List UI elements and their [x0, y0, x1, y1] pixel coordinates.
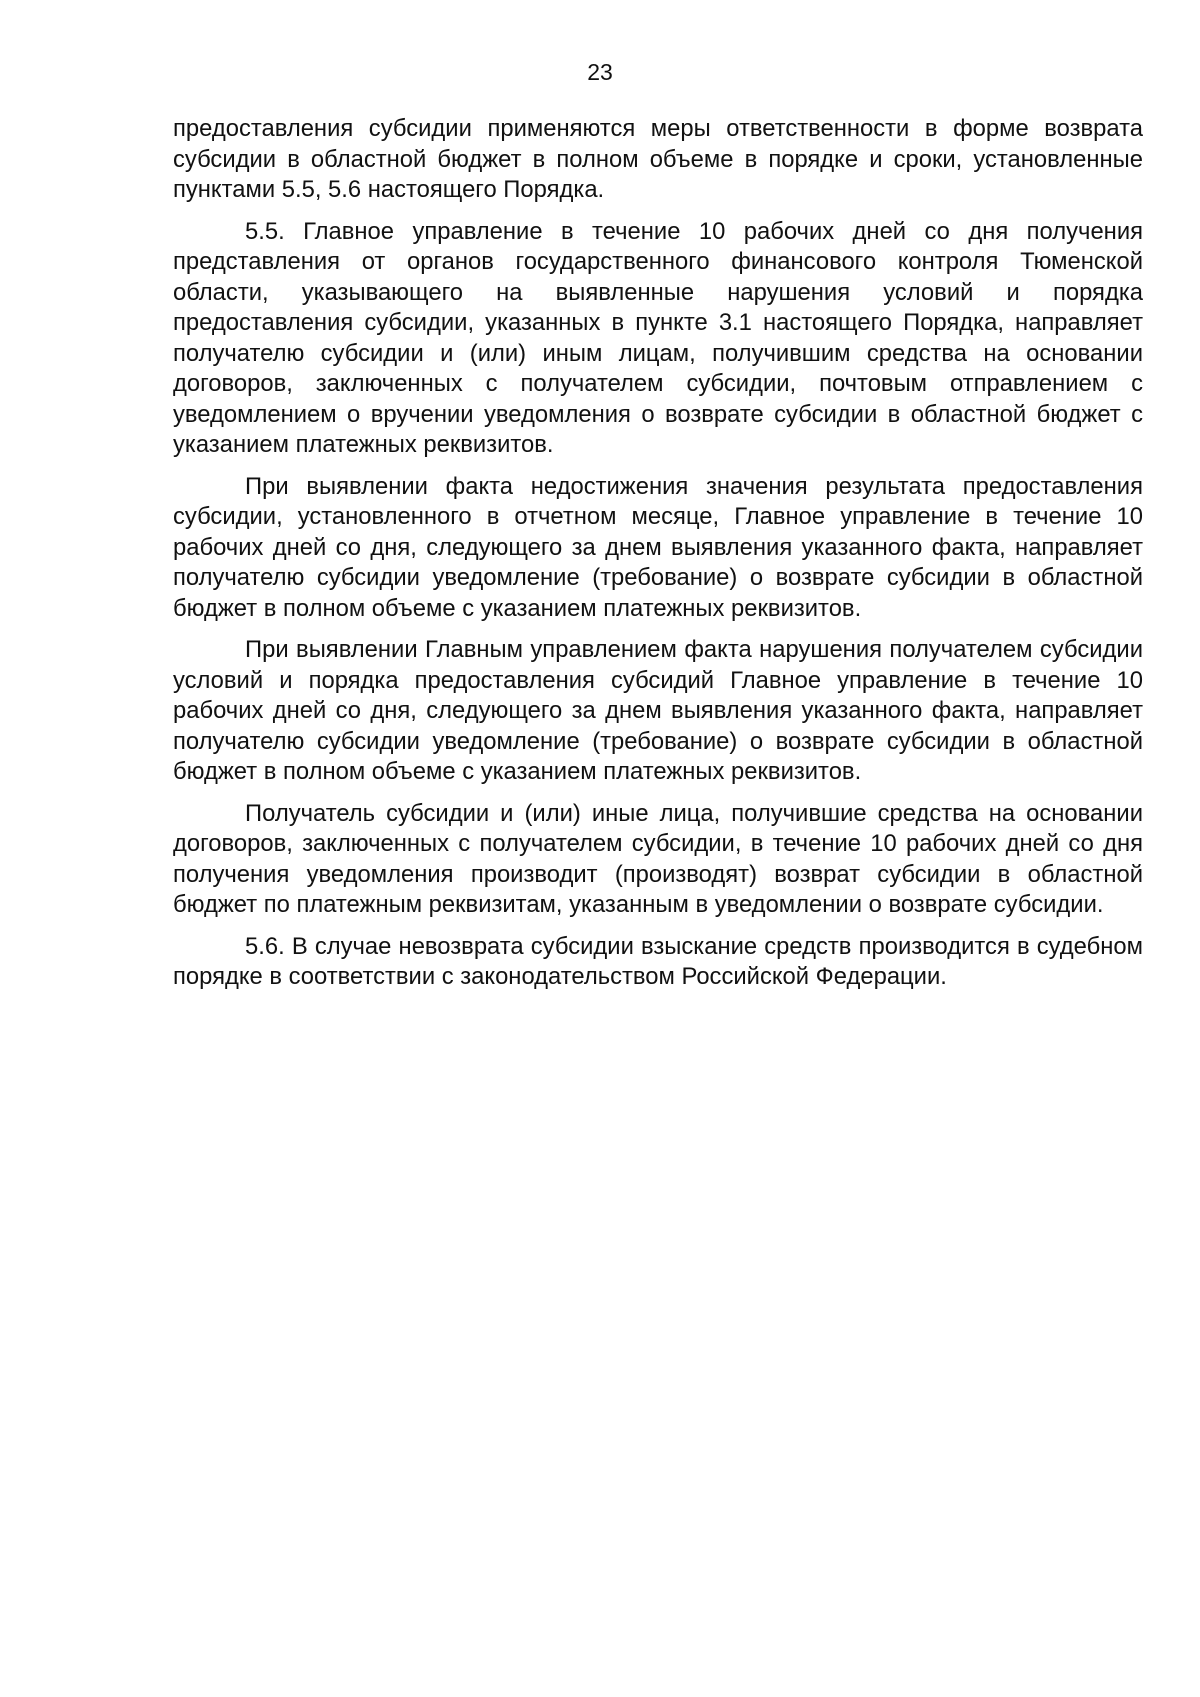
paragraph-clause-5-5: 5.5. Главное управление в течение 10 рабочих дней со дня получения представления от органов государственного финансового контроля Тюменской области, указывающего на выявленные нарушения условий и порядка предоставления субсидии, указанных в пункте 3.1 настоящего Порядка, направляет получателю субсидии и (или) иным лицам, получившим средства на основании договоров, заключенных с получателем субсидии, почтовым отправлением с уведомлением о вручении уведомления о возврате субсидии в областной бюджет с указанием платежных реквизитов. — [173, 217, 1143, 458]
paragraph-recipient-refund: Получатель субсидии и (или) иные лица, получившие средства на основании договоров, заключенных с получателем субсидии, в течение 10 рабочих дней со дня получения уведомления производит (производят) возврат субсидии в областной бюджет по платежным реквизитам, указанным в уведомлении о возврате субсидии. — [173, 799, 1143, 918]
paragraph-result-not-achieved: При выявлении факта недостижения значения результата предоставления субсидии, установленного в отчетном месяце, Главное управление в течение 10 рабочих дней со дня, следующего за днем выявления указанного факта, направляет получателю субсидии уведомление (требование) о возврате субсидии в областной бюджет в полном объеме с указанием платежных реквизитов. — [173, 472, 1143, 622]
document-body — [173, 114, 1143, 1004]
paragraph-violation-detected: При выявлении Главным управлением факта нарушения получателем субсидии условий и порядка предоставления субсидий Главное управление в течение 10 рабочих дней со дня, следующего за днем выявления указанного факта, направляет получателю субсидии уведомление (требование) о возврате субсидии в областной бюджет в полном объеме с указанием платежных реквизитов. — [173, 636, 1143, 785]
paragraph-continuation: предоставления субсидии применяются меры ответственности в форме возврата субсидии в областной бюджет в полном объеме в порядке и сроки, установленные пунктами 5.5, 5.6 настоящего Порядка. — [173, 115, 1143, 203]
page-number: 23 — [587, 59, 613, 85]
paragraph-clause-5-6: 5.6. В случае невозврата субсидии взыскание средств производится в судебном порядке в соответствии с законодательством Российской Федерации. — [173, 932, 1143, 990]
